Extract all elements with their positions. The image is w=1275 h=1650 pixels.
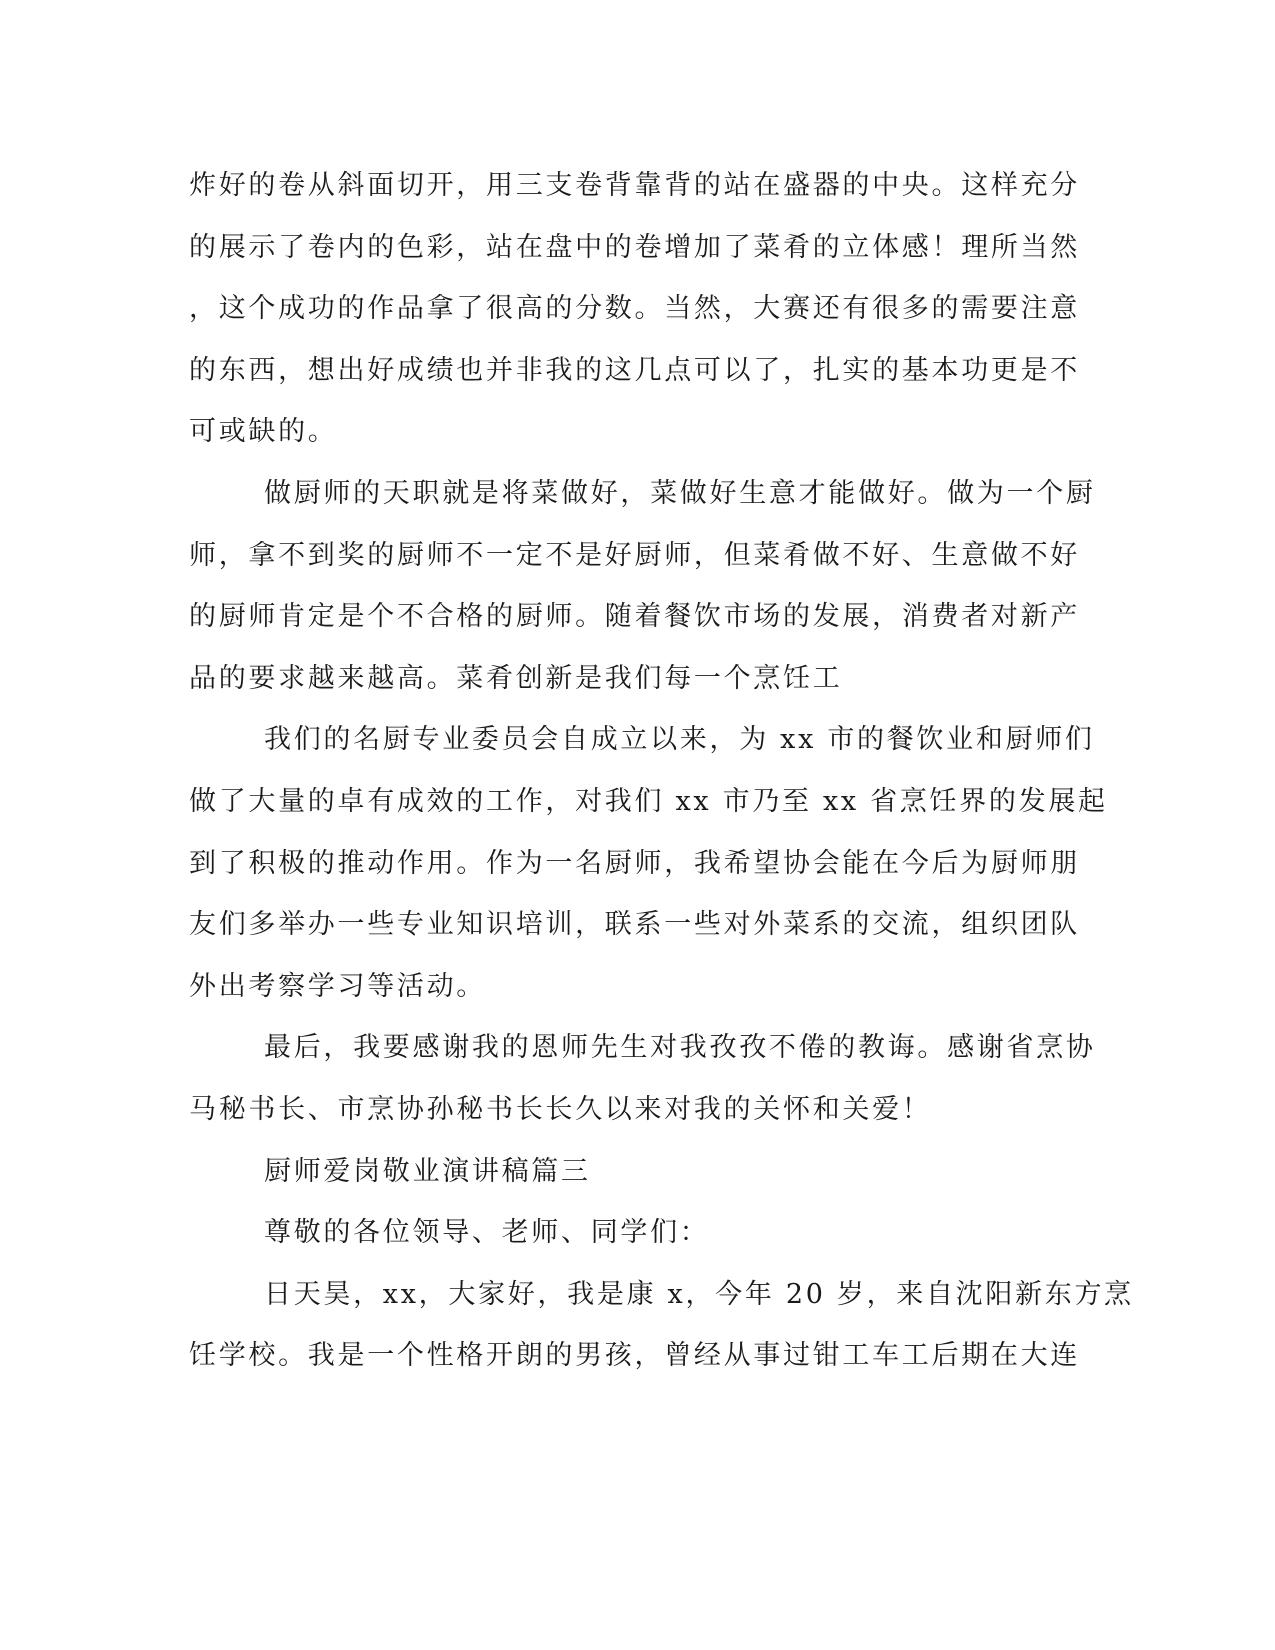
text-line: 做厨师的天职就是将菜做好，菜做好生意才能做好。做为一个厨 [264, 477, 1096, 509]
text-line: 我们的名厨专业委员会自成立以来，为 xx 市的餐饮业和厨师们 [264, 724, 1095, 756]
text-line: 尊敬的各位领导、老师、同学们： [264, 1217, 710, 1249]
text-line: 外出考察学习等活动。 [189, 970, 486, 1002]
text-line: 的展示了卷内的色彩，站在盘中的卷增加了菜肴的立体感！理所当然 [189, 231, 1080, 263]
text-line: 品的要求越来越高。菜肴创新是我们每一个烹饪工 [189, 662, 843, 694]
text-line: 炸好的卷从斜面切开，用三支卷背靠背的站在盛器的中央。这样充分 [189, 170, 1080, 201]
text-line: 的厨师肯定是个不合格的厨师。随着餐饮市场的发展，消费者对新产 [189, 601, 1080, 633]
document-body [189, 155, 1134, 1387]
text-line: 友们多举办一些专业知识培训，联系一些对外菜系的交流，组织团队 [189, 909, 1080, 941]
text-line: 的东西，想出好成绩也并非我的这几点可以了，扎实的基本功更是不 [189, 354, 1080, 386]
text-line: 做了大量的卓有成效的工作，对我们 xx 市乃至 xx 省烹饪界的发展起 [189, 785, 1108, 817]
text-line: 到了积极的推动作用。作为一名厨师，我希望协会能在今后为厨师朋 [189, 847, 1080, 879]
text-line: 可或缺的。 [189, 416, 338, 448]
text-line: ，这个成功的作品拿了很高的分数。当然，大赛还有很多的需要注意 [189, 293, 1080, 325]
text-line: 日天昊，xx，大家好，我是康 x，今年 20 岁，来自沈阳新东方烹 [264, 1278, 1134, 1310]
text-line: 厨师爱岗敬业演讲稿篇三 [264, 1155, 591, 1187]
text-line: 马秘书长、市烹协孙秘书长长久以来对我的关怀和关爱！ [189, 1093, 932, 1125]
text-line: 最后，我要感谢我的恩师先生对我孜孜不倦的教诲。感谢省烹协 [264, 1032, 1096, 1064]
text-line: 饪学校。我是一个性格开朗的男孩，曾经从事过钳工车工后期在大连 [189, 1340, 1080, 1372]
text-line: 师，拿不到奖的厨师不一定不是好厨师，但菜肴做不好、生意做不好 [189, 539, 1080, 571]
